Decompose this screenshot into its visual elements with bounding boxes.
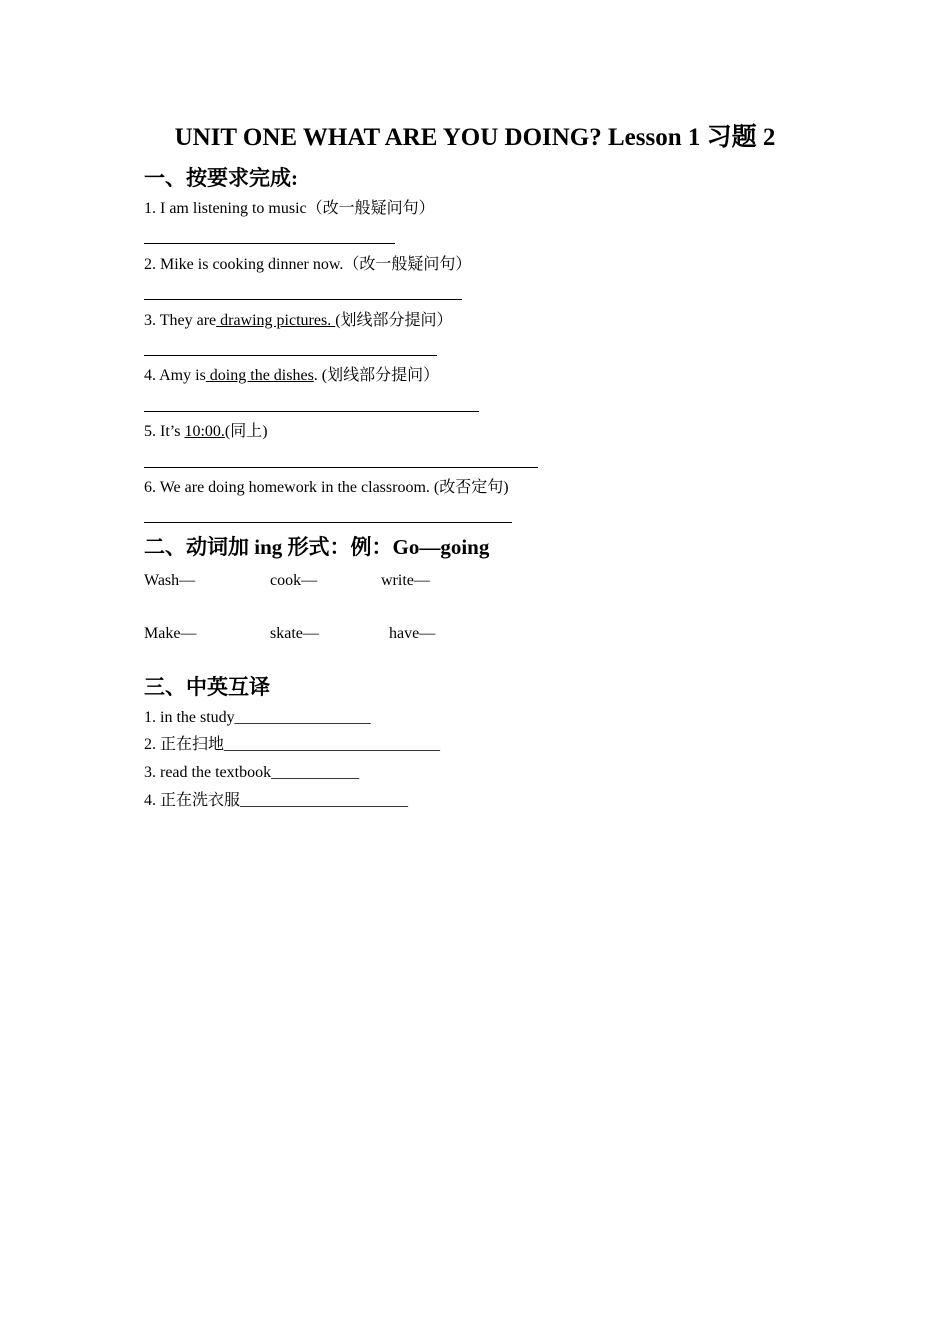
section1-heading: 一、按要求完成: bbox=[144, 166, 298, 190]
answer-line-1[interactable] bbox=[144, 243, 395, 244]
verb-wash: Wash— bbox=[144, 572, 196, 589]
question-4-text: 4. Amy is bbox=[144, 367, 206, 384]
question-3-underlined: drawing pictures. bbox=[216, 312, 336, 329]
answer-line-6[interactable] bbox=[144, 522, 512, 523]
question-1-text: 1. I am listening to music bbox=[144, 200, 307, 217]
question-2-instruction: （改一般疑问句） bbox=[343, 256, 472, 273]
translate-item-2: 2. 正在扫地___________________________ bbox=[144, 736, 441, 753]
question-5-underlined: 10:00. bbox=[184, 423, 225, 440]
answer-line-5[interactable] bbox=[144, 467, 538, 468]
verb-write: write— bbox=[381, 572, 430, 589]
question-6-text: 6. We are doing homework in the classroom. (改否定句) bbox=[144, 479, 509, 496]
verb-skate: skate— bbox=[270, 625, 319, 642]
question-5 bbox=[144, 421, 268, 443]
question-5-text: 5. It’s bbox=[144, 423, 185, 440]
question-1-instruction: （改一般疑问句） bbox=[306, 200, 435, 217]
question-2-text: 2. Mike is cooking dinner now. bbox=[144, 256, 344, 273]
question-3-instruction: (划线部分提问） bbox=[335, 312, 453, 329]
translate-item-4: 4. 正在洗衣服_____________________ bbox=[144, 792, 409, 809]
page-title: UNIT ONE WHAT ARE YOU DOING? Lesson 1 习题 2 bbox=[174, 124, 776, 151]
section3-heading: 三、中英互译 bbox=[144, 675, 270, 699]
section2-heading: 二、动词加 ing 形式：例：Go—going bbox=[144, 535, 490, 559]
question-4-underlined: doing the dishes bbox=[205, 367, 314, 384]
question-3 bbox=[144, 310, 453, 332]
translate-item-1: 1. in the study_________________ bbox=[144, 709, 371, 726]
answer-line-3[interactable] bbox=[144, 355, 437, 356]
answer-line-2[interactable] bbox=[144, 299, 462, 300]
question-1 bbox=[144, 198, 435, 220]
verb-make: Make— bbox=[144, 625, 197, 642]
verb-cook: cook— bbox=[270, 572, 318, 589]
question-5-instruction: (同上) bbox=[224, 423, 268, 440]
question-6 bbox=[144, 477, 509, 499]
question-4-instruction: . (划线部分提问） bbox=[313, 367, 440, 384]
translate-item-3: 3. read the textbook___________ bbox=[144, 764, 360, 781]
question-4 bbox=[144, 365, 439, 387]
question-3-text: 3. They are bbox=[144, 312, 217, 329]
question-2 bbox=[144, 254, 471, 276]
answer-line-4[interactable] bbox=[144, 411, 479, 412]
verb-have: have— bbox=[389, 625, 436, 642]
